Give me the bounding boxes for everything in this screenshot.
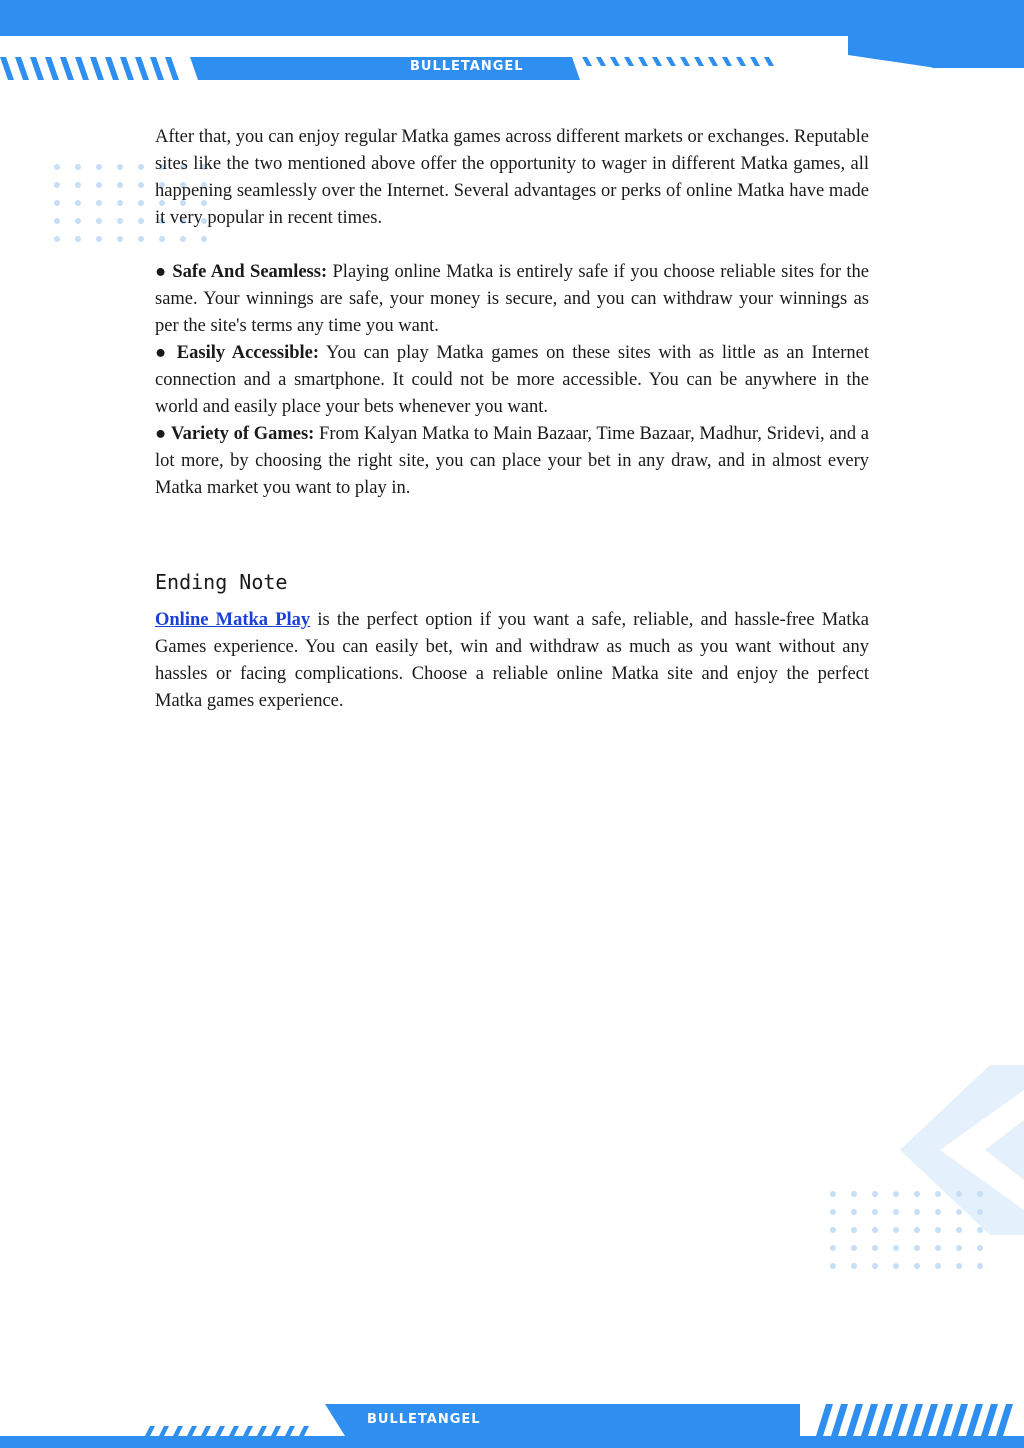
bullet-easily-accessible [155, 340, 869, 421]
section-heading: Ending Note [155, 570, 288, 594]
bullet-variety-of-games [155, 421, 869, 502]
bullet-safe-and-seamless [155, 259, 869, 340]
intro-paragraph: After that, you can enjoy regular Matka games across different markets or exchanges. Reputable sites like the two mentioned above offer the opportunity to wager in different Matka games, all happening seamlessly over the Internet. Several advantages or perks of online Matka have made it very popular in recent times. [155, 127, 869, 228]
ending-paragraph [155, 607, 869, 715]
footer-logo: BULLETANGEL [367, 1412, 481, 1427]
bullet-marker: ● [155, 343, 170, 363]
ending-text: is the perfect option if you want a safe, reliable, and hassle-free Matka Games experience. You can easily bet, win and withdraw as much as you want without any hassles or facing complications. Choose a reliable online Matka site and enjoy the perfect Matka games experience. [155, 610, 869, 711]
footer-band [0, 1404, 1024, 1448]
bullet-text: You can play Matka games on these sites with as little as an Internet connection and a smartphone. It could not be more accessible. You can be anywhere in the world and easily place your bets whenever you want. [155, 343, 869, 417]
header-logo: BULLETANGEL [410, 59, 524, 74]
bullet-marker: ● [155, 424, 167, 444]
document-body [155, 124, 869, 715]
bullet-text: From Kalyan Matka to Main Bazaar, Time Bazaar, Madhur, Sridevi, and a lot more, by choosing the right site, you can place your bet in any draw, and in almost every Matka market you want to play in. [155, 424, 869, 498]
bullet-title: Safe And Seamless: [172, 262, 328, 282]
bullet-title: Variety of Games: [170, 424, 315, 444]
online-matka-play-link[interactable]: Online Matka Play [155, 610, 311, 630]
bullet-marker: ● [155, 262, 167, 282]
bullet-text: Playing online Matka is entirely safe if you choose reliable sites for the same. Your winnings are safe, your money is secure, and you can withdraw your winnings as per the site's terms any time you want. [155, 262, 870, 336]
bullet-title: Easily Accessible: [176, 343, 320, 363]
